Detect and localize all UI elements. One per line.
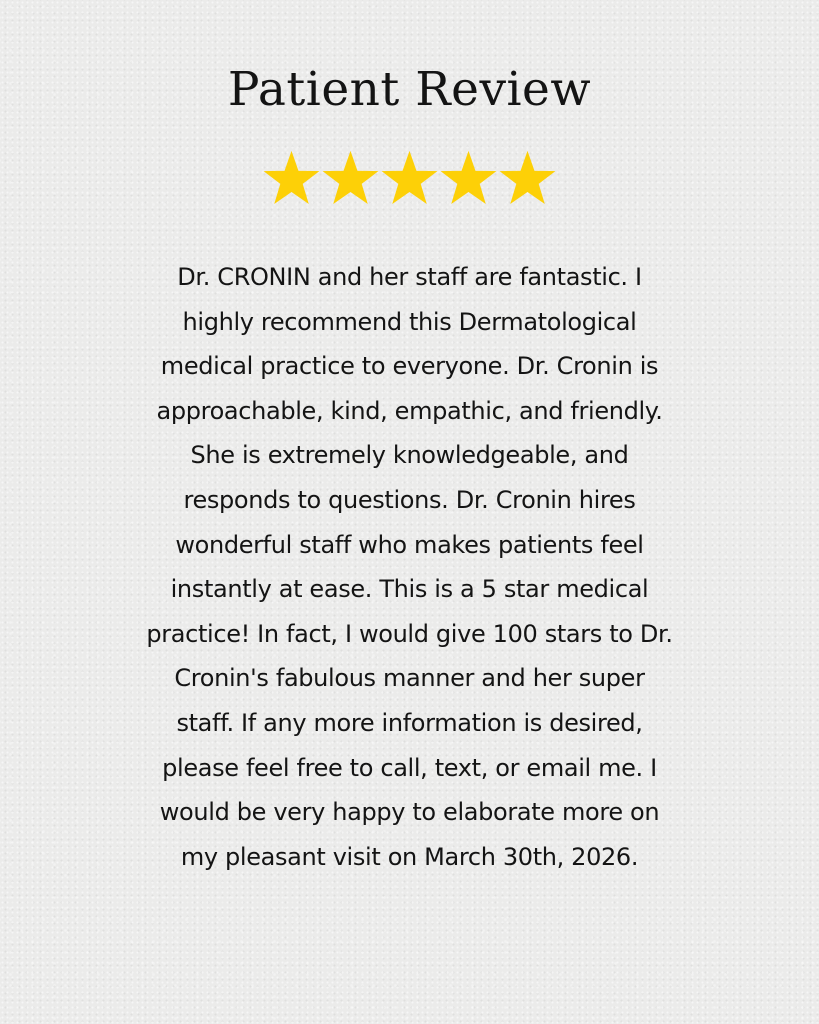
review-line: approachable, kind, empathic, and friendly. [156, 396, 663, 425]
review-line: instantly at ease. This is a 5 star medical [170, 575, 649, 604]
review-line: practice! In fact, I would give 100 stars to Dr. [146, 619, 673, 648]
star-icon [322, 150, 379, 207]
review-line: She is extremely knowledgeable, and [190, 441, 629, 470]
review-line: responds to questions. Dr. Cronin hires [183, 485, 636, 514]
star-icon [381, 150, 438, 207]
review-line: Dr. CRONIN and her staff are fantastic. I [177, 263, 642, 291]
review-line: wonderful staff who makes patients feel [175, 530, 644, 559]
star-icon [263, 150, 320, 207]
review-line: highly recommend this Dermatological [182, 307, 637, 336]
review-line: medical practice to everyone. Dr. Cronin is [160, 352, 659, 381]
review-line: would be very happy to elaborate more on [159, 798, 660, 827]
review-line: Cronin's fabulous manner and her super [174, 664, 645, 693]
star-icon [499, 150, 556, 207]
star-rating [0, 150, 819, 210]
star-icon [440, 150, 497, 207]
review-line: my pleasant visit on March 30th, 2026. [180, 842, 639, 871]
review-line: staff. If any more information is desired, [176, 708, 643, 737]
page-title: Patient Review [227, 62, 592, 117]
review-line: please feel free to call, text, or email me. I [162, 753, 657, 782]
review-text [90, 255, 729, 879]
